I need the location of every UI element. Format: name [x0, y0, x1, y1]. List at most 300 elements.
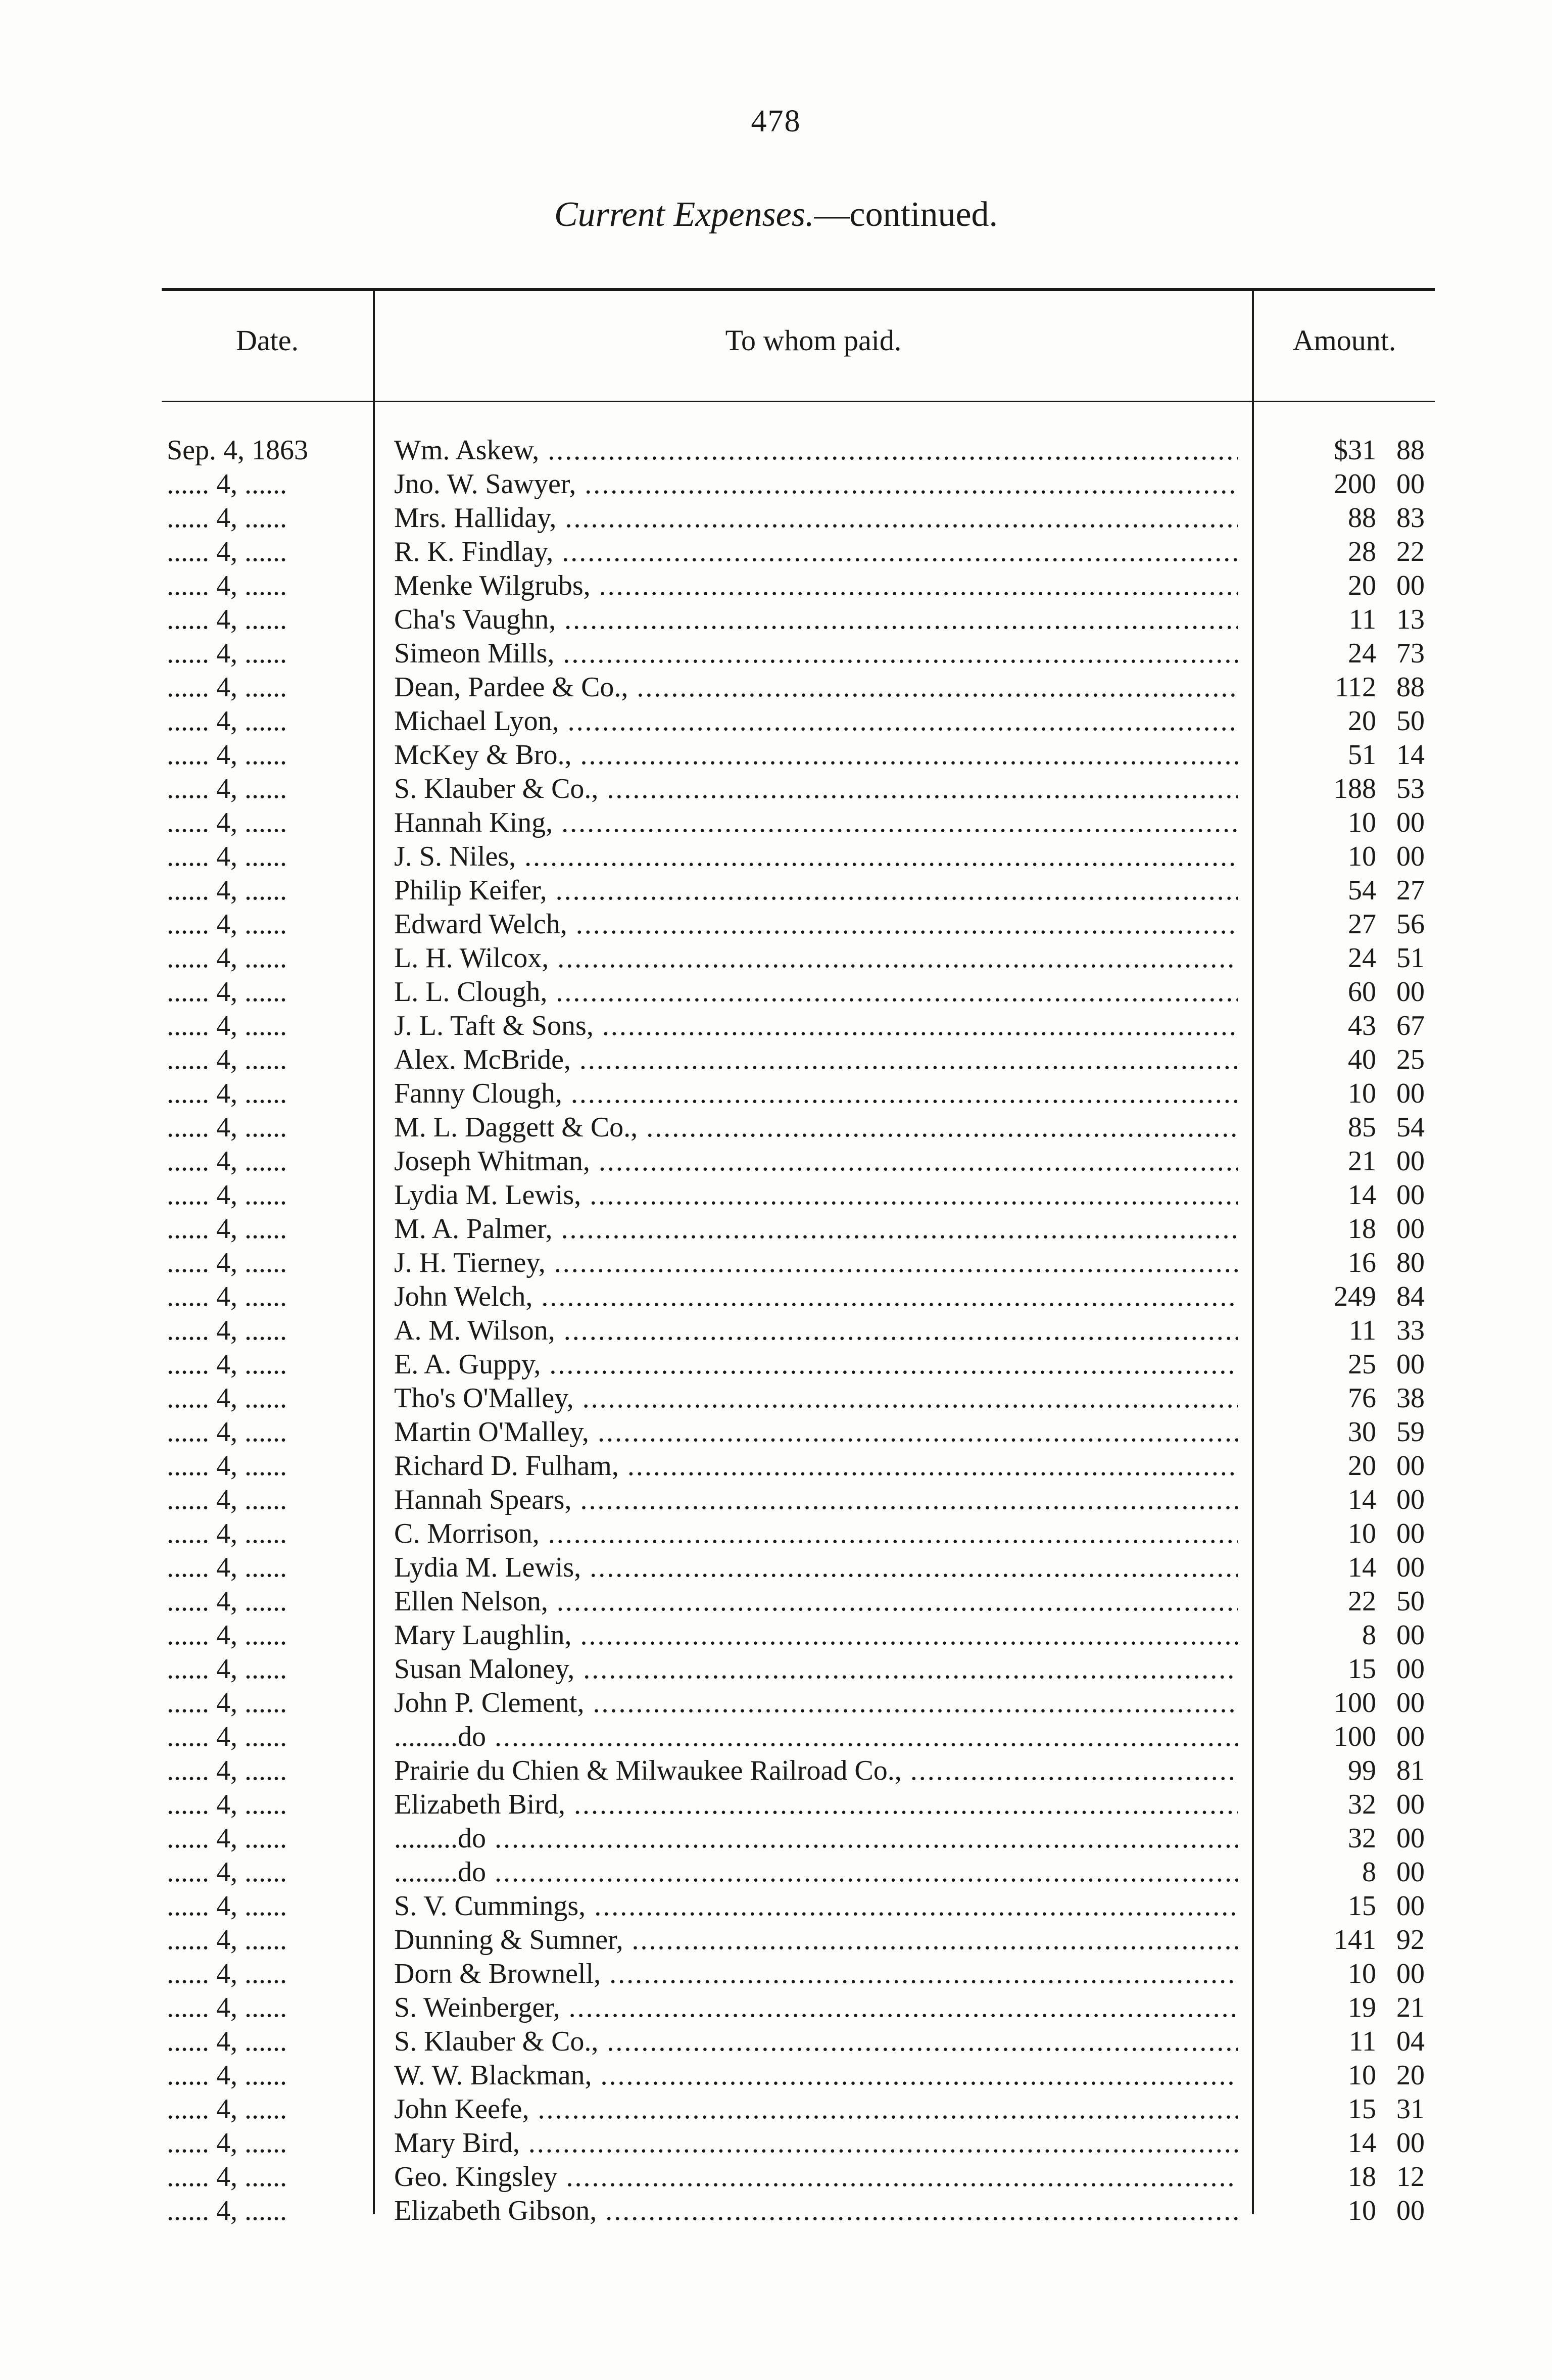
- row-amount-cents: 81: [1396, 1755, 1425, 1786]
- table-row: [0, 1178, 1552, 1212]
- row-date: ...... 4, ......: [167, 2127, 287, 2159]
- row-amount-dollars: 20: [1348, 705, 1376, 737]
- row-amount-cents: 00: [1396, 1146, 1425, 1177]
- table-row: [0, 975, 1552, 1009]
- row-date: ...... 4, ......: [167, 1484, 287, 1515]
- row-amount-dollars: 24: [1348, 638, 1376, 669]
- row-date: ...... 4, ......: [167, 536, 287, 567]
- row-date: ...... 4, ......: [167, 976, 287, 1008]
- row-date: ...... 4, ......: [167, 468, 287, 500]
- row-date: ...... 4, ......: [167, 1213, 287, 1245]
- table-row: [0, 2194, 1552, 2228]
- row-amount: [1258, 1652, 1425, 1686]
- row-amount-cents: 00: [1396, 1958, 1425, 1989]
- row-amount-dollars: 19: [1348, 1992, 1376, 2023]
- row-date: ...... 4, ......: [167, 1416, 287, 1448]
- row-date: ...... 4, ......: [167, 1281, 287, 1312]
- row-payee: Cha's Vaughn, .....: [394, 603, 1238, 637]
- table-row: [0, 704, 1552, 738]
- row-amount-cents: 80: [1396, 1247, 1425, 1278]
- table-row: [0, 501, 1552, 535]
- table-row: [0, 1449, 1552, 1483]
- row-amount-dollars: 25: [1348, 1349, 1376, 1380]
- row-payee: E. A. Guppy, .....: [394, 1348, 1238, 1382]
- row-amount-dollars: 100: [1334, 1687, 1376, 1719]
- row-payee: Menke Wilgrubs, .....: [394, 569, 1238, 603]
- section-title-italic: Current Expenses.: [554, 195, 814, 234]
- row-amount-cents: 00: [1396, 1721, 1425, 1752]
- row-payee: Mary Bird, .....: [394, 2126, 1238, 2160]
- row-date: ...... 4, ......: [167, 2093, 287, 2125]
- table-row: [0, 1991, 1552, 2025]
- row-amount-dollars: 24: [1348, 942, 1376, 974]
- row-amount-cents: 04: [1396, 2026, 1425, 2057]
- row-amount: [1258, 1077, 1425, 1111]
- row-amount-dollars: 54: [1348, 875, 1376, 906]
- table-row: [0, 1788, 1552, 1822]
- row-date: ...... 4, ......: [167, 1112, 287, 1143]
- row-amount: [1258, 1280, 1425, 1314]
- row-payee: Elizabeth Gibson, .....: [394, 2194, 1238, 2228]
- row-payee: Susan Maloney, .....: [394, 1652, 1238, 1686]
- row-amount-dollars: 14: [1348, 1484, 1376, 1515]
- row-payee: L. L. Clough, .....: [394, 975, 1238, 1009]
- row-amount-dollars: 18: [1348, 1213, 1376, 1245]
- table-row: [0, 569, 1552, 603]
- row-amount-dollars: 14: [1348, 2127, 1376, 2159]
- row-date: ...... 4, ......: [167, 1450, 287, 1482]
- row-amount: [1258, 1382, 1425, 1415]
- row-amount-dollars: 10: [1348, 841, 1376, 872]
- table-row: [0, 1889, 1552, 1923]
- row-amount-cents: 56: [1396, 909, 1425, 940]
- table-row: [0, 1551, 1552, 1585]
- table-header-rule: [162, 401, 1435, 402]
- row-amount: [1258, 569, 1425, 603]
- table-row: [0, 1619, 1552, 1652]
- row-payee: Simeon Mills, .....: [394, 637, 1238, 671]
- row-date: ...... 4, ......: [167, 1383, 287, 1414]
- row-amount-cents: 00: [1396, 1484, 1425, 1515]
- row-date: ...... 4, ......: [167, 1078, 287, 1109]
- row-amount: [1258, 1348, 1425, 1382]
- row-payee: Tho's O'Malley, .....: [394, 1382, 1238, 1415]
- row-amount: [1258, 1619, 1425, 1652]
- row-amount: [1258, 738, 1425, 772]
- header-date: Date.: [236, 324, 299, 357]
- row-payee: .........do .....: [394, 1855, 1238, 1889]
- row-amount-dollars: 10: [1348, 1958, 1376, 1989]
- row-amount-cents: 00: [1396, 1450, 1425, 1482]
- table-row: [0, 603, 1552, 637]
- row-amount: [1258, 1314, 1425, 1348]
- row-amount: [1258, 2092, 1425, 2126]
- row-amount-dollars: 43: [1348, 1010, 1376, 1041]
- row-amount: [1258, 1889, 1425, 1923]
- row-amount-dollars: 141: [1334, 1924, 1376, 1956]
- row-amount-cents: 00: [1396, 1687, 1425, 1719]
- row-amount-dollars: 11: [1349, 2026, 1376, 2057]
- table-row: [0, 467, 1552, 501]
- table-row: [0, 1382, 1552, 1415]
- row-date: ...... 4, ......: [167, 909, 287, 940]
- row-amount: [1258, 1788, 1425, 1822]
- row-amount-dollars: 15: [1348, 2093, 1376, 2125]
- row-amount: [1258, 1585, 1425, 1619]
- row-amount-dollars: 76: [1348, 1383, 1376, 1414]
- table-row: [0, 535, 1552, 569]
- row-amount: [1258, 1686, 1425, 1720]
- row-payee: Dean, Pardee & Co., .....: [394, 671, 1238, 704]
- row-amount-cents: 00: [1396, 1179, 1425, 1211]
- row-amount-cents: 00: [1396, 1349, 1425, 1380]
- row-payee: Edward Welch, .....: [394, 908, 1238, 941]
- row-amount: [1258, 535, 1425, 569]
- row-amount-dollars: 249: [1334, 1281, 1376, 1312]
- row-payee: Lydia M. Lewis, .....: [394, 1178, 1238, 1212]
- row-amount: [1258, 1212, 1425, 1246]
- row-date: ...... 4, ......: [167, 942, 287, 974]
- row-amount-dollars: 32: [1348, 1823, 1376, 1854]
- row-payee: M. L. Daggett & Co., .....: [394, 1111, 1238, 1145]
- row-amount: [1258, 1449, 1425, 1483]
- row-amount: [1258, 1551, 1425, 1585]
- row-date: ...... 4, ......: [167, 604, 287, 635]
- row-amount-dollars: 28: [1348, 536, 1376, 567]
- table-row: [0, 1754, 1552, 1788]
- row-payee: A. M. Wilson, .....: [394, 1314, 1238, 1348]
- table-row: [0, 637, 1552, 671]
- row-amount-dollars: 32: [1348, 1789, 1376, 1820]
- row-amount: [1258, 1246, 1425, 1280]
- table-row: [0, 806, 1552, 840]
- row-payee: Wm. Askew, .....: [394, 434, 1238, 467]
- row-payee: M. A. Palmer, .....: [394, 1212, 1238, 1246]
- row-date: ...... 4, ......: [167, 1992, 287, 2023]
- row-amount-cents: 88: [1396, 435, 1425, 466]
- row-amount: [1258, 840, 1425, 874]
- row-amount-cents: 00: [1396, 570, 1425, 601]
- row-date: ...... 4, ......: [167, 1247, 287, 1278]
- row-amount-dollars: 88: [1348, 502, 1376, 534]
- row-date: ...... 4, ......: [167, 1586, 287, 1617]
- row-date: ...... 4, ......: [167, 1044, 287, 1075]
- row-amount-dollars: 11: [1349, 604, 1376, 635]
- row-amount: [1258, 1991, 1425, 2025]
- row-amount: [1258, 1855, 1425, 1889]
- row-amount-cents: 50: [1396, 705, 1425, 737]
- expense-table-body: [0, 434, 1552, 2228]
- row-amount-dollars: 22: [1348, 1586, 1376, 1617]
- row-amount-cents: 88: [1396, 672, 1425, 703]
- row-payee: J. H. Tierney, .....: [394, 1246, 1238, 1280]
- row-date: ...... 4, ......: [167, 1924, 287, 1956]
- row-amount: [1258, 1178, 1425, 1212]
- row-amount-cents: 00: [1396, 1552, 1425, 1583]
- row-amount-dollars: 8: [1362, 1857, 1376, 1888]
- row-amount-dollars: 20: [1348, 570, 1376, 601]
- row-payee: S. V. Cummings, .....: [394, 1889, 1238, 1923]
- row-amount-dollars: 85: [1348, 1112, 1376, 1143]
- row-amount-cents: 00: [1396, 1078, 1425, 1109]
- row-amount: [1258, 1754, 1425, 1788]
- row-amount: [1258, 2025, 1425, 2059]
- row-amount-dollars: 51: [1348, 739, 1376, 771]
- row-payee: S. Weinberger, .....: [394, 1991, 1238, 2025]
- table-row: [0, 1517, 1552, 1551]
- row-amount-dollars: 200: [1334, 468, 1376, 500]
- row-payee: J. L. Taft & Sons, .....: [394, 1009, 1238, 1043]
- row-payee: Martin O'Malley, .....: [394, 1415, 1238, 1449]
- row-date: ...... 4, ......: [167, 841, 287, 872]
- row-amount-cents: 59: [1396, 1416, 1425, 1448]
- row-payee: Geo. Kingsley .....: [394, 2160, 1238, 2194]
- row-amount-dollars: 8: [1362, 1620, 1376, 1651]
- row-date: ...... 4, ......: [167, 1823, 287, 1854]
- table-row: [0, 1348, 1552, 1382]
- row-date: ...... 4, ......: [167, 1146, 287, 1177]
- row-date: ...... 4, ......: [167, 1620, 287, 1651]
- table-row: [0, 1077, 1552, 1111]
- row-date: ...... 4, ......: [167, 2026, 287, 2057]
- row-amount-cents: 00: [1396, 807, 1425, 838]
- row-amount-dollars: 11: [1349, 1315, 1376, 1346]
- row-amount-dollars: 21: [1348, 1146, 1376, 1177]
- row-payee: C. Morrison, .....: [394, 1517, 1238, 1551]
- row-amount-cents: 00: [1396, 468, 1425, 500]
- table-row: [0, 1314, 1552, 1348]
- row-payee: Dorn & Brownell, .....: [394, 1957, 1238, 1991]
- row-amount-cents: 53: [1396, 773, 1425, 804]
- table-row: [0, 1855, 1552, 1889]
- row-amount-cents: 92: [1396, 1924, 1425, 1956]
- row-amount-cents: 21: [1396, 1992, 1425, 2023]
- row-date: ...... 4, ......: [167, 638, 287, 669]
- row-amount-dollars: 40: [1348, 1044, 1376, 1075]
- table-row: [0, 1212, 1552, 1246]
- row-amount: [1258, 1111, 1425, 1145]
- row-amount-cents: 00: [1396, 1653, 1425, 1685]
- row-date: ...... 4, ......: [167, 1789, 287, 1820]
- row-amount-dollars: 60: [1348, 976, 1376, 1008]
- row-amount: [1258, 603, 1425, 637]
- row-amount-dollars: 27: [1348, 909, 1376, 940]
- row-date: ...... 4, ......: [167, 1179, 287, 1211]
- row-date: ...... 4, ......: [167, 1857, 287, 1888]
- row-amount: [1258, 806, 1425, 840]
- row-amount-cents: 51: [1396, 942, 1425, 974]
- row-date: ...... 4, ......: [167, 2161, 287, 2193]
- row-date: ...... 4, ......: [167, 1518, 287, 1549]
- row-payee: John P. Clement, .....: [394, 1686, 1238, 1720]
- table-row: [0, 1483, 1552, 1517]
- table-row: [0, 1415, 1552, 1449]
- row-payee: Elizabeth Bird, .....: [394, 1788, 1238, 1822]
- row-date: ...... 4, ......: [167, 1687, 287, 1719]
- row-amount-dollars: $31: [1334, 435, 1376, 466]
- row-payee: Hannah King, .....: [394, 806, 1238, 840]
- row-amount-dollars: 10: [1348, 2195, 1376, 2226]
- row-amount: [1258, 1145, 1425, 1178]
- row-date: ...... 4, ......: [167, 1010, 287, 1041]
- row-amount: [1258, 1720, 1425, 1754]
- row-date: ...... 4, ......: [167, 1890, 287, 1922]
- row-payee: Jno. W. Sawyer, .....: [394, 467, 1238, 501]
- row-amount-dollars: 10: [1348, 1078, 1376, 1109]
- row-amount: [1258, 1957, 1425, 1991]
- row-date: ...... 4, ......: [167, 1721, 287, 1752]
- row-amount-dollars: 30: [1348, 1416, 1376, 1448]
- row-date: Sep. 4, 1863: [167, 435, 308, 466]
- row-date: ...... 4, ......: [167, 672, 287, 703]
- row-payee: L. H. Wilcox, .....: [394, 941, 1238, 975]
- table-row: [0, 738, 1552, 772]
- row-amount: [1258, 874, 1425, 908]
- row-date: ...... 4, ......: [167, 502, 287, 534]
- row-amount: [1258, 1043, 1425, 1077]
- row-amount-cents: 22: [1396, 536, 1425, 567]
- row-payee: John Keefe, .....: [394, 2092, 1238, 2126]
- table-row: [0, 908, 1552, 941]
- table-row: [0, 1009, 1552, 1043]
- row-payee: Fanny Clough, .....: [394, 1077, 1238, 1111]
- table-row: [0, 1145, 1552, 1178]
- table-row: [0, 1822, 1552, 1855]
- table-row: [0, 434, 1552, 467]
- row-date: ...... 4, ......: [167, 1552, 287, 1583]
- row-amount-dollars: 14: [1348, 1552, 1376, 1583]
- row-payee: John Welch, .....: [394, 1280, 1238, 1314]
- row-payee: Alex. McBride, .....: [394, 1043, 1238, 1077]
- row-amount-dollars: 100: [1334, 1721, 1376, 1752]
- row-amount-cents: 83: [1396, 502, 1425, 534]
- row-date: ...... 4, ......: [167, 739, 287, 771]
- row-amount-cents: 73: [1396, 638, 1425, 669]
- table-row: [0, 1246, 1552, 1280]
- row-payee: Hannah Spears, .....: [394, 1483, 1238, 1517]
- section-title: [0, 195, 1552, 235]
- row-amount-cents: 38: [1396, 1383, 1425, 1414]
- table-row: [0, 2092, 1552, 2126]
- row-amount-dollars: 10: [1348, 1518, 1376, 1549]
- row-amount-dollars: 16: [1348, 1247, 1376, 1278]
- row-amount: [1258, 1009, 1425, 1043]
- row-amount: [1258, 772, 1425, 806]
- row-amount-cents: 00: [1396, 1620, 1425, 1651]
- table-row: [0, 1043, 1552, 1077]
- row-amount-cents: 00: [1396, 1857, 1425, 1888]
- row-amount: [1258, 1415, 1425, 1449]
- row-date: ...... 4, ......: [167, 1958, 287, 1989]
- table-row: [0, 840, 1552, 874]
- row-amount-cents: 31: [1396, 2093, 1425, 2125]
- row-amount-cents: 27: [1396, 875, 1425, 906]
- row-amount-dollars: 18: [1348, 2161, 1376, 2193]
- row-amount-cents: 00: [1396, 1213, 1425, 1245]
- row-date: ...... 4, ......: [167, 2060, 287, 2091]
- table-row: [0, 1652, 1552, 1686]
- row-payee: Mrs. Halliday, .....: [394, 501, 1238, 535]
- row-payee: .........do .....: [394, 1822, 1238, 1855]
- row-amount: [1258, 1923, 1425, 1957]
- row-date: ...... 4, ......: [167, 1755, 287, 1786]
- row-amount-dollars: 15: [1348, 1653, 1376, 1685]
- header-payee: To whom paid.: [725, 324, 902, 357]
- row-amount-cents: 00: [1396, 1518, 1425, 1549]
- table-row: [0, 1111, 1552, 1145]
- row-amount-dollars: 10: [1348, 2060, 1376, 2091]
- row-date: ...... 4, ......: [167, 807, 287, 838]
- table-row: [0, 772, 1552, 806]
- row-amount: [1258, 908, 1425, 941]
- row-payee: McKey & Bro., .....: [394, 738, 1238, 772]
- table-row: [0, 1585, 1552, 1619]
- row-payee: S. Klauber & Co., .....: [394, 2025, 1238, 2059]
- row-amount: [1258, 467, 1425, 501]
- row-amount: [1258, 637, 1425, 671]
- section-title-continued: —continued.: [814, 195, 998, 234]
- row-amount: [1258, 1517, 1425, 1551]
- row-amount: [1258, 2160, 1425, 2194]
- row-payee: Lydia M. Lewis, .....: [394, 1551, 1238, 1585]
- row-payee: Richard D. Fulham, .....: [394, 1449, 1238, 1483]
- header-amount: Amount.: [1292, 324, 1396, 357]
- table-top-rule: [162, 288, 1435, 291]
- row-date: ...... 4, ......: [167, 773, 287, 804]
- row-payee: Dunning & Sumner, .....: [394, 1923, 1238, 1957]
- row-amount-cents: 12: [1396, 2161, 1425, 2193]
- row-amount-cents: 14: [1396, 739, 1425, 771]
- table-row: [0, 1957, 1552, 1991]
- row-amount-cents: 00: [1396, 1789, 1425, 1820]
- row-payee: S. Klauber & Co., .....: [394, 772, 1238, 806]
- row-amount-cents: 67: [1396, 1010, 1425, 1041]
- row-amount: [1258, 2126, 1425, 2160]
- row-payee: W. W. Blackman, .....: [394, 2059, 1238, 2092]
- row-amount: [1258, 671, 1425, 704]
- row-amount: [1258, 2059, 1425, 2092]
- row-amount-dollars: 10: [1348, 807, 1376, 838]
- row-amount-cents: 00: [1396, 976, 1425, 1008]
- row-date: ...... 4, ......: [167, 570, 287, 601]
- row-amount-cents: 00: [1396, 1823, 1425, 1854]
- row-amount: [1258, 1822, 1425, 1855]
- row-date: ...... 4, ......: [167, 1315, 287, 1346]
- page-number: 478: [751, 104, 801, 138]
- row-date: ...... 4, ......: [167, 1653, 287, 1685]
- row-payee: .........do .....: [394, 1720, 1238, 1754]
- row-amount-dollars: 14: [1348, 1179, 1376, 1211]
- row-payee: R. K. Findlay, .....: [394, 535, 1238, 569]
- row-amount: [1258, 2194, 1425, 2228]
- row-date: ...... 4, ......: [167, 2195, 287, 2226]
- row-payee: Prairie du Chien & Milwaukee Railroad Co., .....: [394, 1754, 1238, 1788]
- row-date: ...... 4, ......: [167, 875, 287, 906]
- table-row: [0, 2025, 1552, 2059]
- table-row: [0, 2126, 1552, 2160]
- row-amount: [1258, 434, 1425, 467]
- row-amount: [1258, 501, 1425, 535]
- table-row: [0, 874, 1552, 908]
- row-payee: Joseph Whitman, .....: [394, 1145, 1238, 1178]
- row-amount-cents: 00: [1396, 2195, 1425, 2226]
- row-payee: Philip Keifer, .....: [394, 874, 1238, 908]
- row-amount-dollars: 188: [1334, 773, 1376, 804]
- row-amount-cents: 20: [1396, 2060, 1425, 2091]
- row-payee: Mary Laughlin, .....: [394, 1619, 1238, 1652]
- row-amount-dollars: 15: [1348, 1890, 1376, 1922]
- row-amount-cents: 54: [1396, 1112, 1425, 1143]
